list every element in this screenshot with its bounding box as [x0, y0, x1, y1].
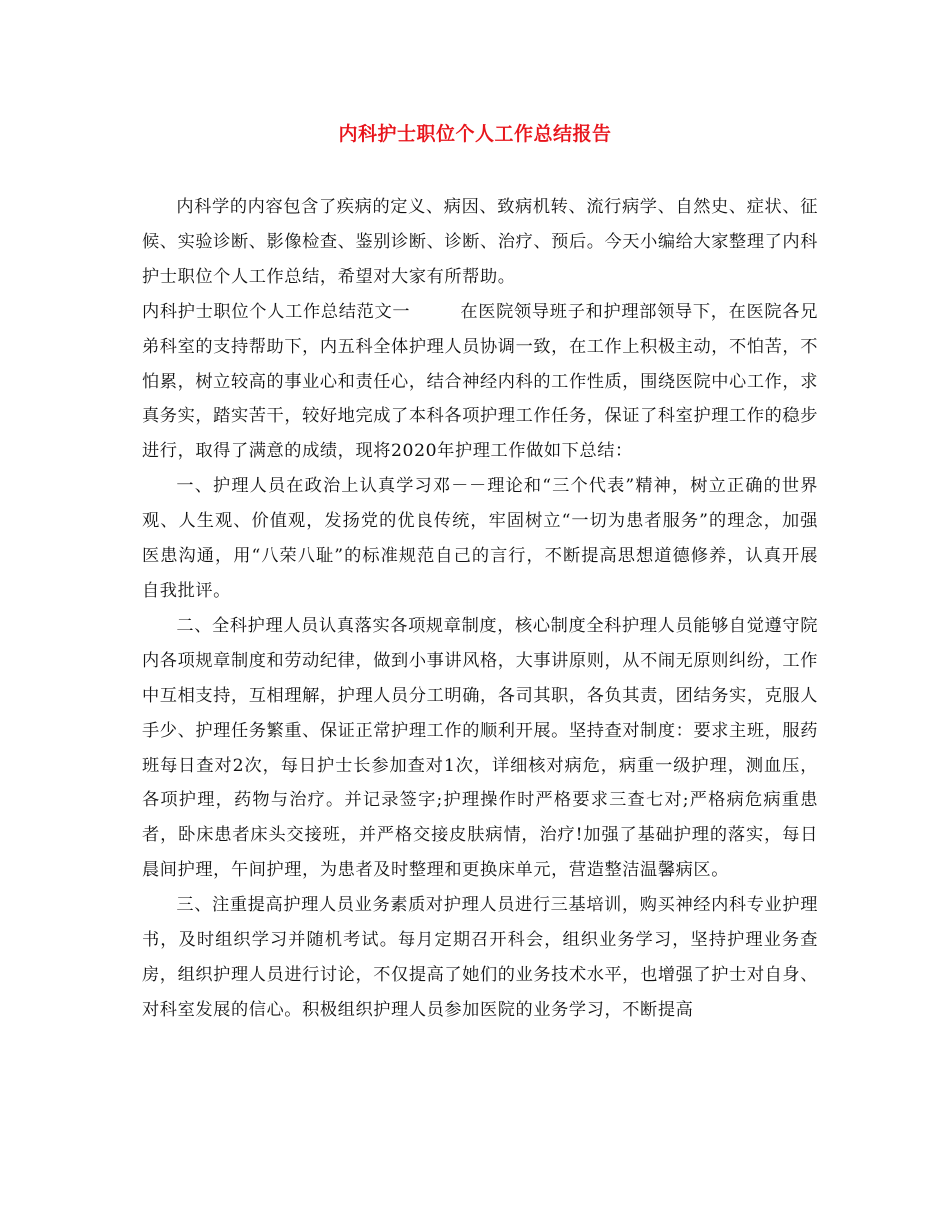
- section-lead: 在医院领导班子和护理部领导下，在医院各兄弟科室的支持帮助下，内五科全体护理人员协调一致，在工作上积极主动，不怕苦，不怕累，树立较高的事业心和责任心，结合神经内科的工作性质，围绕医院中心工作，求真务实，踏实苦干，较好地完成了本科各项护理工作任务，保证了科室护理工作的稳步进行，取得了满意的成绩，现将2020年护理工作做如下总结：: [142, 301, 818, 462]
- section-heading: 内科护士职位个人工作总结范文一: [142, 301, 411, 322]
- paragraph-1: 一、护理人员在政治上认真学习邓－－理论和“三个代表”精神，树立正确的世界观、人生观、价值观，发扬党的优良传统，牢固树立“一切为患者服务”的理念，加强医患沟通，用“八荣八耻”的标准规范自己的言行，不断提高思想道德修养，认真开展自我批评。: [142, 476, 818, 601]
- paragraph-3: 三、注重提高护理人员业务素质对护理人员进行三基培训，购买神经内科专业护理书，及时组织学习并随机考试。每月定期召开科会，组织业务学习，坚持护理业务查房，组织护理人员进行讨论，不仅提高了她们的业务技术水平，也增强了护士对自身、对科室发展的信心。积极组织护理人员参加医院的业务学习，不断提高: [142, 895, 818, 1020]
- paragraph-2: 二、全科护理人员认真落实各项规章制度，核心制度全科护理人员能够自觉遵守院内各项规章制度和劳动纪律，做到小事讲风格，大事讲原则，从不闹无原则纠纷，工作中互相支持，互相理解，护理人员分工明确，各司其职，各负其责，团结务实，克服人手少、护理任务繁重、保证正常护理工作的顺利开展。坚持查对制度：要求主班，服药班每日查对2次，每日护士长参加查对1次，详细核对病危，病重一级护理，测血压，各项护理，药物与治疗。并记录签字;护理操作时严格要求三查七对;严格病危病重患者，卧床患者床头交接班，并严格交接皮肤病情，治疗!加强了基础护理的落实，每日晨间护理，午间护理，为患者及时整理和更换床单元，营造整洁温馨病区。: [142, 615, 818, 881]
- document-body: [142, 190, 818, 1028]
- document-title: 内科护士职位个人工作总结报告: [338, 123, 612, 145]
- intro-paragraph: 内科学的内容包含了疾病的定义、病因、致病机转、流行病学、自然史、症状、征候、实验诊断、影像检查、鉴别诊断、诊断、治疗、预后。今天小编给大家整理了内科护士职位个人工作总结，希望对大家有所帮助。: [142, 197, 818, 287]
- section-paragraph: [142, 295, 818, 470]
